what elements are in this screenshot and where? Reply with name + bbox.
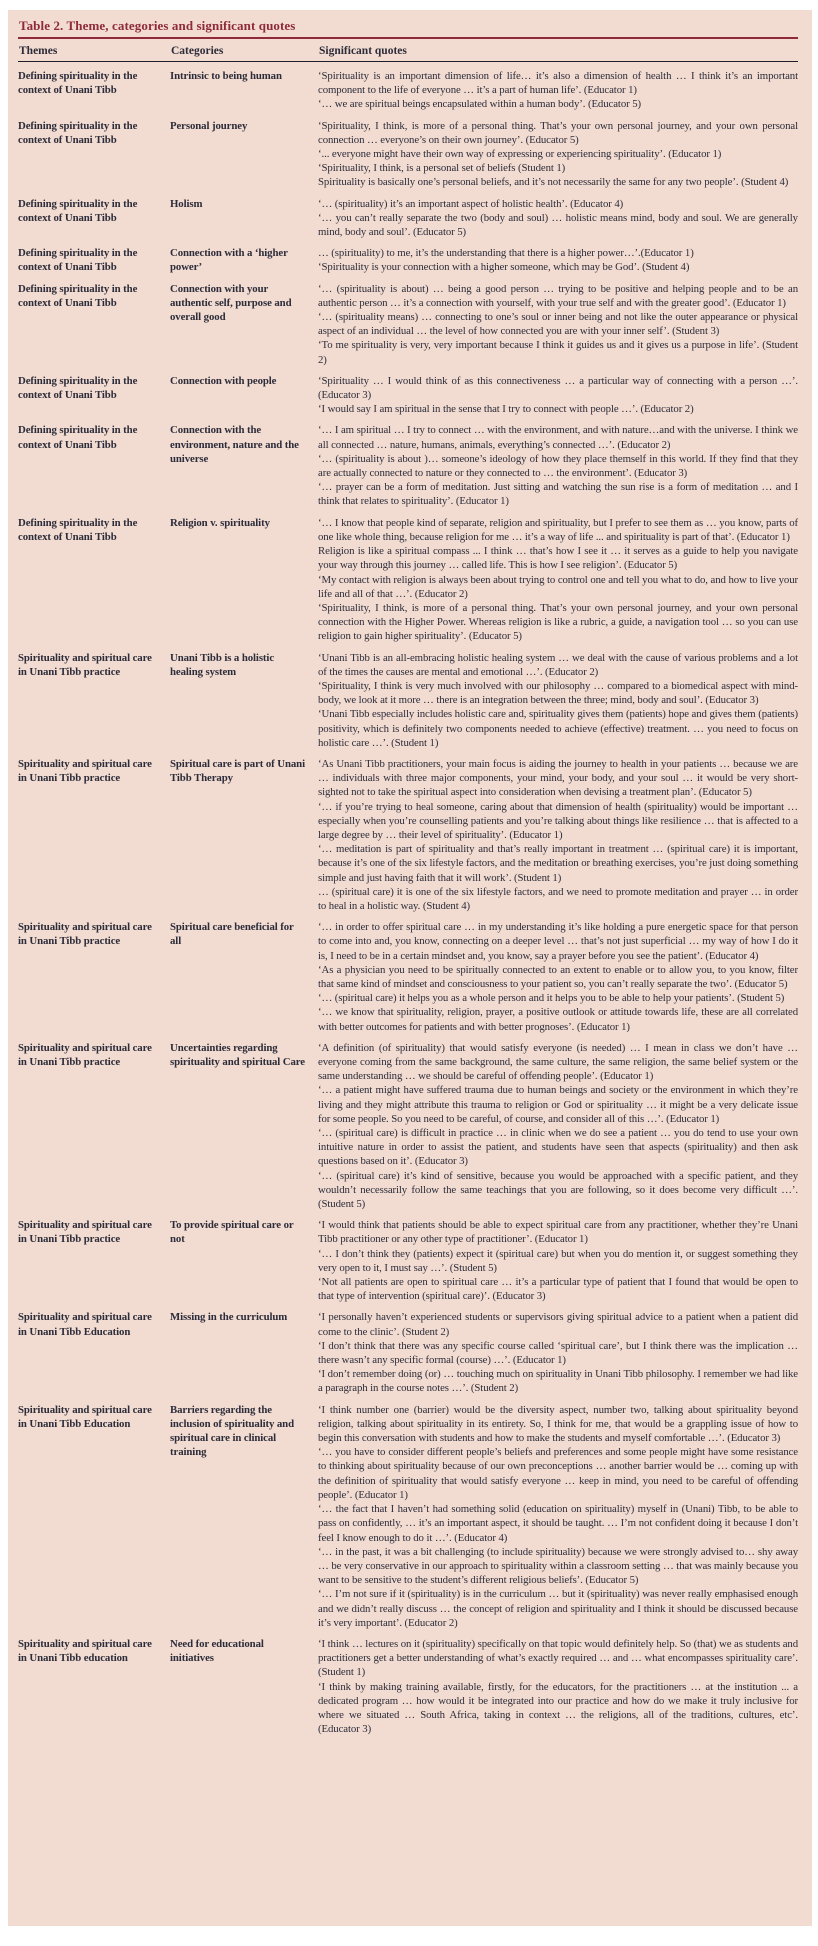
quotes-cell — [318, 282, 798, 367]
theme-cell: Spirituality and spiritual care in Unani Tibb practice — [18, 757, 152, 785]
quote-paragraph: ‘… (spiritual care) it’s kind of sensitive, because you would be approached with a specific patient, and they wouldn’t necessarily follow the same teachings that you are following, so it does become very difficult …’. (Student 5) — [318, 1169, 798, 1211]
quotes-cell — [318, 423, 798, 508]
quotes-cell — [318, 197, 798, 240]
quote-paragraph: ‘I think … lectures on it (spirituality) specifically on that topic would definitely help. So (that) we as students and practitioners get a better understanding of what’s exactly required … and … what encompasses spirituality care’. (Student 1) — [318, 1637, 798, 1679]
quote-paragraph: ‘To me spirituality is very, very important because I think it guides us and it gives us a purpose in life’. (Student 2) — [318, 339, 798, 366]
quote-paragraph: ‘I personally haven’t experienced students or supervisors giving spiritual advice to a patient when a patient did come to the clinic’. (Student 2) — [318, 1311, 798, 1338]
table-row — [18, 282, 798, 367]
quote-paragraph: ‘I think by making training available, firstly, for the educators, for the practitioners … at the institution ... a dedicated program … how would it be integrated into our practice and how do we make it truly inclusive for where we situated … South Africa, taking in context … the religions, all of the traditions, cultures, etc’. (Educator 3) — [318, 1680, 798, 1736]
quotes-cell — [318, 516, 798, 644]
table-row — [18, 69, 798, 112]
category-cell: Missing in the curriculum — [170, 1311, 288, 1324]
theme-cell: Spirituality and spiritual care in Unani Tibb practice — [18, 1219, 152, 1246]
quote-paragraph: … (spirituality) to me, it’s the understanding that there is a higher power…’.(Educator 1) — [318, 247, 694, 260]
quotes-cell — [318, 1041, 798, 1211]
table-row — [18, 374, 798, 417]
theme-cell: Spirituality and spiritual care in Unani Tibb Education — [18, 1311, 152, 1338]
quotes-cell — [318, 119, 798, 190]
quote-paragraph: ‘Spirituality, I think, is a personal set of beliefs (Student 1) — [318, 162, 566, 175]
quote-paragraph: ‘… the fact that I haven’t had something solid (education on spirituality) myself in (Unani) Tibb, to be able to pass on confidently, … it’s an important aspect, it should be taught. … I’m not confident doing it because I don’t feel I know enough to do it …’. (Educator 4) — [318, 1503, 798, 1544]
category-cell: Holism — [170, 197, 203, 210]
quote-paragraph: ‘… I know that people kind of separate, religion and spirituality, but I prefer to see them as … you know, parts of one like whole thing, because religion for me … it’s a way of life ... and spirituality is part of that’. (Educator 1) — [318, 516, 798, 543]
quote-paragraph: Religion is like a spiritual compass ... I think … that’s how I see it … it serves as a guide to help you navigate your way through this journey … called life. This is how I see religion’. (Educator 5) — [318, 545, 798, 572]
table-row — [18, 651, 798, 750]
theme-cell: Spirituality and spiritual care in Unani Tibb Education — [18, 1403, 152, 1430]
category-cell: Connection with the environment, nature and the universe — [170, 424, 299, 465]
quote-paragraph: ‘… I don’t think they (patients) expect it (spiritual care) but when you do mention it, or suggest something they very open to it, I must say …’. (Student 5) — [318, 1247, 798, 1274]
table-row — [18, 423, 798, 508]
table-row — [18, 1637, 798, 1736]
category-cell: Connection with a ‘higher power’ — [170, 247, 288, 274]
quote-paragraph: ‘... everyone might have their own way of expressing or experiencing spirituality’. (Educator 1) — [318, 148, 722, 161]
theme-cell: Spirituality and spiritual care in Unani Tibb practice — [18, 921, 152, 948]
quote-paragraph: ‘… I am spiritual … I try to connect … with the environment, and with nature…and with the universe. I think we all connected … nature, humans, animals, everything’s connected …’. (Educator 2) — [318, 424, 798, 451]
quote-paragraph: ‘Spirituality, I think is very much involved with our philosophy … compared to a biomedical aspect with mind-body, we look at it more … there is an integration between the three; mind, body and soul’. (Educator 3) — [318, 679, 798, 707]
theme-cell: Defining spirituality in the context of Unani Tibb — [18, 516, 138, 543]
category-cell: Unani Tibb is a holistic healing system — [170, 651, 275, 678]
quote-paragraph: ‘I don’t think that there was any specific course called ‘spiritual care’, but I think there was the implication … there wasn’t any specific formal (course) …’. (Educator 1) — [318, 1339, 798, 1367]
quote-paragraph: ‘… (spirituality is about )… someone’s ideology of how they place themself in this world. If they find that they are actually connected to nature or they connected to … the environment’. (Educator 3) — [318, 452, 798, 480]
table-row — [18, 1041, 798, 1211]
table-row — [18, 119, 798, 190]
quote-paragraph: ‘As Unani Tibb practitioners, your main focus is aiding the journey to health in your patients … because we are … individuals with three major components, your mind, your body, and your soul … it would be very short-sighted not to take the spiritual aspect into consideration when devising a treatment plan’. (Educator 5) — [318, 757, 798, 799]
quotes-cell — [318, 374, 798, 417]
table-header-row — [18, 39, 798, 62]
quote-paragraph: ‘Spirituality is an important dimension of life… it’s also a dimension of health … I think it’s an important component to the life of everyone … it’s a part of human life’. (Educator 1) — [318, 70, 798, 97]
category-cell: Barriers regarding the inclusion of spirituality and spiritual care in clinical training — [170, 1403, 294, 1459]
table-row — [18, 920, 798, 1034]
category-cell: Connection with people — [170, 374, 277, 387]
quote-paragraph: ‘… you can’t really separate the two (body and soul) … holistic means mind, body and soul. We are generally mind, body and soul’. (Educator 5) — [318, 211, 798, 239]
quote-paragraph: ‘I think number one (barrier) would be the diversity aspect, number two, talking about spirituality beyond religion, talking about spirituality in its entirety. So, I think for me, that would be a grappling issue of how to begin this conversation with students and how to make the students and myself comfortable …’. (Educator 3) — [318, 1403, 798, 1445]
quotes-cell — [318, 246, 798, 274]
quote-paragraph: ‘… (spiritual care) is difficult in practice … in clinic when we do see a patient … you do tend to use your own intuitive nature in order to assist the patient, and students have seen that aspects (spirituality) and then ask questions based on it’. (Educator 3) — [318, 1127, 798, 1168]
table-panel — [8, 10, 812, 1926]
quote-paragraph: ‘… meditation is part of spirituality and that’s really important in treatment … (spiritual care) it is important, because it’s one of the six lifestyle factors, and the meditation or breathing exercises, you’re just doing something simple and just having faith that it will work’. (Student 1) — [318, 843, 798, 884]
column-header-themes: Themes — [19, 45, 58, 57]
category-cell: Spiritual care is part of Unani Tibb Therapy — [170, 757, 305, 785]
quote-paragraph: ‘Spirituality is your connection with a higher someone, which may be God’. (Student 4) — [318, 261, 690, 274]
quote-paragraph: ‘Spirituality, I think, is more of a personal thing. That’s your own personal journey, and your own personal connection … everyone’s on their own journey’. (Educator 5) — [318, 119, 798, 146]
quote-paragraph: ‘… I’m not sure if it (spirituality) is in the curriculum … but it (spirituality) was never really emphasised enough and we didn’t really discuss … the concept of religion and spirituality and I think it should be discussed because it’s very important’. (Educator 2) — [318, 1588, 798, 1629]
quote-paragraph: ‘I don’t remember doing (or) … touching much on spirituality in Unani Tibb philosophy. I remember we had like a paragraph in the course notes …’. (Student 2) — [318, 1368, 798, 1395]
quote-paragraph: ‘I would think that patients should be able to expect spiritual care from any practitioner, whether they’re Unani Tibb practitioner or any other type of practitioner’. (Educator 1) — [318, 1219, 798, 1246]
theme-cell: Defining spirituality in the context of Unani Tibb — [18, 119, 138, 146]
quotes-cell — [318, 651, 798, 750]
category-cell: Personal journey — [170, 119, 248, 132]
quote-paragraph: ‘My contact with religion is always been about trying to control one and tell you what to do, and how to live your life and all of that …’. (Educator 2) — [318, 573, 798, 600]
table-row — [18, 246, 798, 274]
quotes-cell — [318, 757, 798, 913]
quote-paragraph: ‘Unani Tibb is an all-embracing holistic healing system … we deal with the cause of various problems and a lot of the times the causes are mental and emotional …’. (Educator 2) — [318, 651, 798, 678]
theme-cell: Spirituality and spiritual care in Unani Tibb education — [18, 1637, 152, 1665]
quote-paragraph: Spirituality is basically one’s personal beliefs, and it’s not necessarily the same for any two people’. (Student 4) — [318, 176, 789, 189]
theme-cell: Defining spirituality in the context of Unani Tibb — [18, 247, 138, 274]
quote-paragraph: ‘Spirituality, I think, is more of a personal thing. That’s your own personal journey, and your own personal connection with the Higher Power. Whereas religion is like a rubric, a guide, a navigation tool … so you can use religion to gain higher spirituality’. (Educator 5) — [318, 601, 798, 643]
category-cell: Uncertainties regarding spirituality and spiritual Care — [170, 1041, 305, 1068]
quote-paragraph: ‘Unani Tibb especially includes holistic care and, spirituality gives them (patients) hope and gives them (patients) positivity, which is definitely two components needed to achieve (effective) treatment. … you need to focus on holistic care …’. (Student 1) — [318, 708, 798, 749]
table-body — [18, 69, 798, 1736]
quote-paragraph: ‘I would say I am spiritual in the sense that I try to connect with people …’. (Educator 2) — [318, 403, 694, 416]
quote-paragraph: ‘… in order to offer spiritual care … in my understanding it’s like holding a pure energetic space for that person to come into and, you know, connecting on a deeper level … that’s not just superficial … my way of how I do it is, I need to be in a certain mindset and, you know, say a prayer before you see the patient’. (Educator 4) — [318, 921, 798, 962]
quote-paragraph: ‘… (spirituality is about) … being a good person … trying to be positive and helping people and to be an authentic person … it’s a connection with yourself, with your true self and with the greater good’. (Educator 1) — [318, 282, 798, 309]
quote-paragraph: ‘Spirituality … I would think of as this connectiveness … a particular way of connecting with a person …’. (Educator 3) — [318, 374, 798, 402]
theme-cell: Defining spirituality in the context of Unani Tibb — [18, 282, 138, 309]
quote-paragraph: ‘… prayer can be a form of meditation. Just sitting and watching the sun rise is a form of meditation … and I think that relates to spirituality’. (Educator 1) — [318, 481, 798, 508]
category-cell: Connection with your authentic self, purpose and overall good — [170, 282, 292, 324]
quote-paragraph: ‘… you have to consider different people’s beliefs and preferences and some people might have some resistance to thinking about spirituality because of our own preconceptions … another barrier would be … coming up with the definition of spirituality that would satisfy everyone … keep in mind, you need to be careful of offending people’. (Educator 1) — [318, 1446, 798, 1501]
table-row — [18, 1403, 798, 1630]
quote-paragraph: ‘A definition (of spirituality) that would satisfy everyone (is needed) … I mean in class we don’t have … everyone coming from the same background, the same culture, the same religion, the same belief system or the same understanding … we should be careful of offending people’. (Educator 1) — [318, 1041, 798, 1083]
table-row — [18, 516, 798, 644]
quotes-cell — [318, 69, 798, 112]
table-row — [18, 757, 798, 913]
category-cell: Religion v. spirituality — [170, 516, 270, 529]
quotes-cell — [318, 1637, 798, 1736]
column-header-categories: Categories — [171, 45, 224, 57]
category-cell: To provide spiritual care or not — [170, 1219, 294, 1246]
column-header-significant-quotes: Significant quotes — [319, 45, 407, 57]
quote-paragraph: ‘… if you’re trying to heal someone, caring about that dimension of health (spirituality) would be important … especially when you’re counselling patients and you’re talking about things like resilience … that is affected to a large degree by … their level of spirituality’. (Educator 1) — [318, 800, 798, 841]
quotes-cell — [318, 1218, 798, 1303]
theme-cell: Defining spirituality in the context of Unani Tibb — [18, 424, 138, 451]
theme-cell: Spirituality and spiritual care in Unani Tibb practice — [18, 1041, 152, 1068]
category-cell: Need for educational initiatives — [170, 1637, 264, 1665]
category-cell: Spiritual care beneficial for all — [170, 921, 294, 948]
quote-paragraph: ‘… a patient might have suffered trauma due to human beings and society or the environment in which they’re living and they might attribute this trauma to religion or God or spirituality … it might be a very delicate issue for some people. So you need to be careful, of course, and consider all of this …’. (Educator 1) — [318, 1084, 798, 1125]
quotes-cell — [318, 1403, 798, 1630]
theme-cell: Spirituality and spiritual care in Unani Tibb practice — [18, 651, 152, 678]
theme-cell: Defining spirituality in the context of Unani Tibb — [18, 374, 138, 402]
quote-paragraph: ‘… we are spiritual beings encapsulated within a human body’. (Educator 5) — [318, 98, 642, 111]
category-cell: Intrinsic to being human — [170, 70, 282, 82]
table-title: Table 2. Theme, categories and significant quotes — [19, 18, 296, 33]
quote-paragraph: ‘… (spiritual care) it helps you as a whole person and it helps you to be able to help your patients’. (Student 5) — [318, 992, 785, 1005]
table-row — [18, 1310, 798, 1395]
quote-paragraph: ‘Not all patients are open to spiritual care … it’s a particular type of patient that I found that would be open to that type of intervention (spiritual care)’. (Educator 3) — [318, 1276, 798, 1303]
quotes-cell — [318, 1310, 798, 1395]
quote-paragraph: ‘… (spirituality means) … connecting to one’s soul or inner being and not like the outer appearance or physical aspect of an individual … the level of how connected you are with your inner self’. (Student 3) — [318, 311, 798, 338]
quotes-cell — [318, 920, 798, 1034]
quote-paragraph: ‘… we know that spirituality, religion, prayer, a positive outlook or attitude towards life, these are all correlated with better outcomes for patients and with better prognoses’. (Educator 1) — [318, 1006, 798, 1033]
quote-paragraph: ‘… in the past, it was a bit challenging (to include spirituality) because we were strongly advised to… shy away … be very conservative in our approach to spirituality within a classroom setting … that was mainly because you want to be sensitive to the student’s different religious beliefs’. (Educator 5) — [318, 1545, 798, 1587]
table-row — [18, 1218, 798, 1303]
quote-paragraph: ‘… (spirituality) it’s an important aspect of holistic health’. (Educator 4) — [318, 197, 624, 210]
theme-cell: Defining spirituality in the context of Unani Tibb — [18, 70, 138, 97]
table-row — [18, 197, 798, 240]
quote-paragraph: ‘As a physician you need to be spiritually connected to an extent to enable or to allow you, to you know, filter that same kind of mindset and consciousness to your patient so, you can’t really separate the two’. (Educator 5) — [318, 963, 798, 990]
theme-cell: Defining spirituality in the context of Unani Tibb — [18, 197, 138, 224]
quote-paragraph: … (spiritual care) it is one of the six lifestyle factors, and we need to promote meditation and prayer … in order to heal in a holistic way. (Student 4) — [318, 885, 798, 912]
